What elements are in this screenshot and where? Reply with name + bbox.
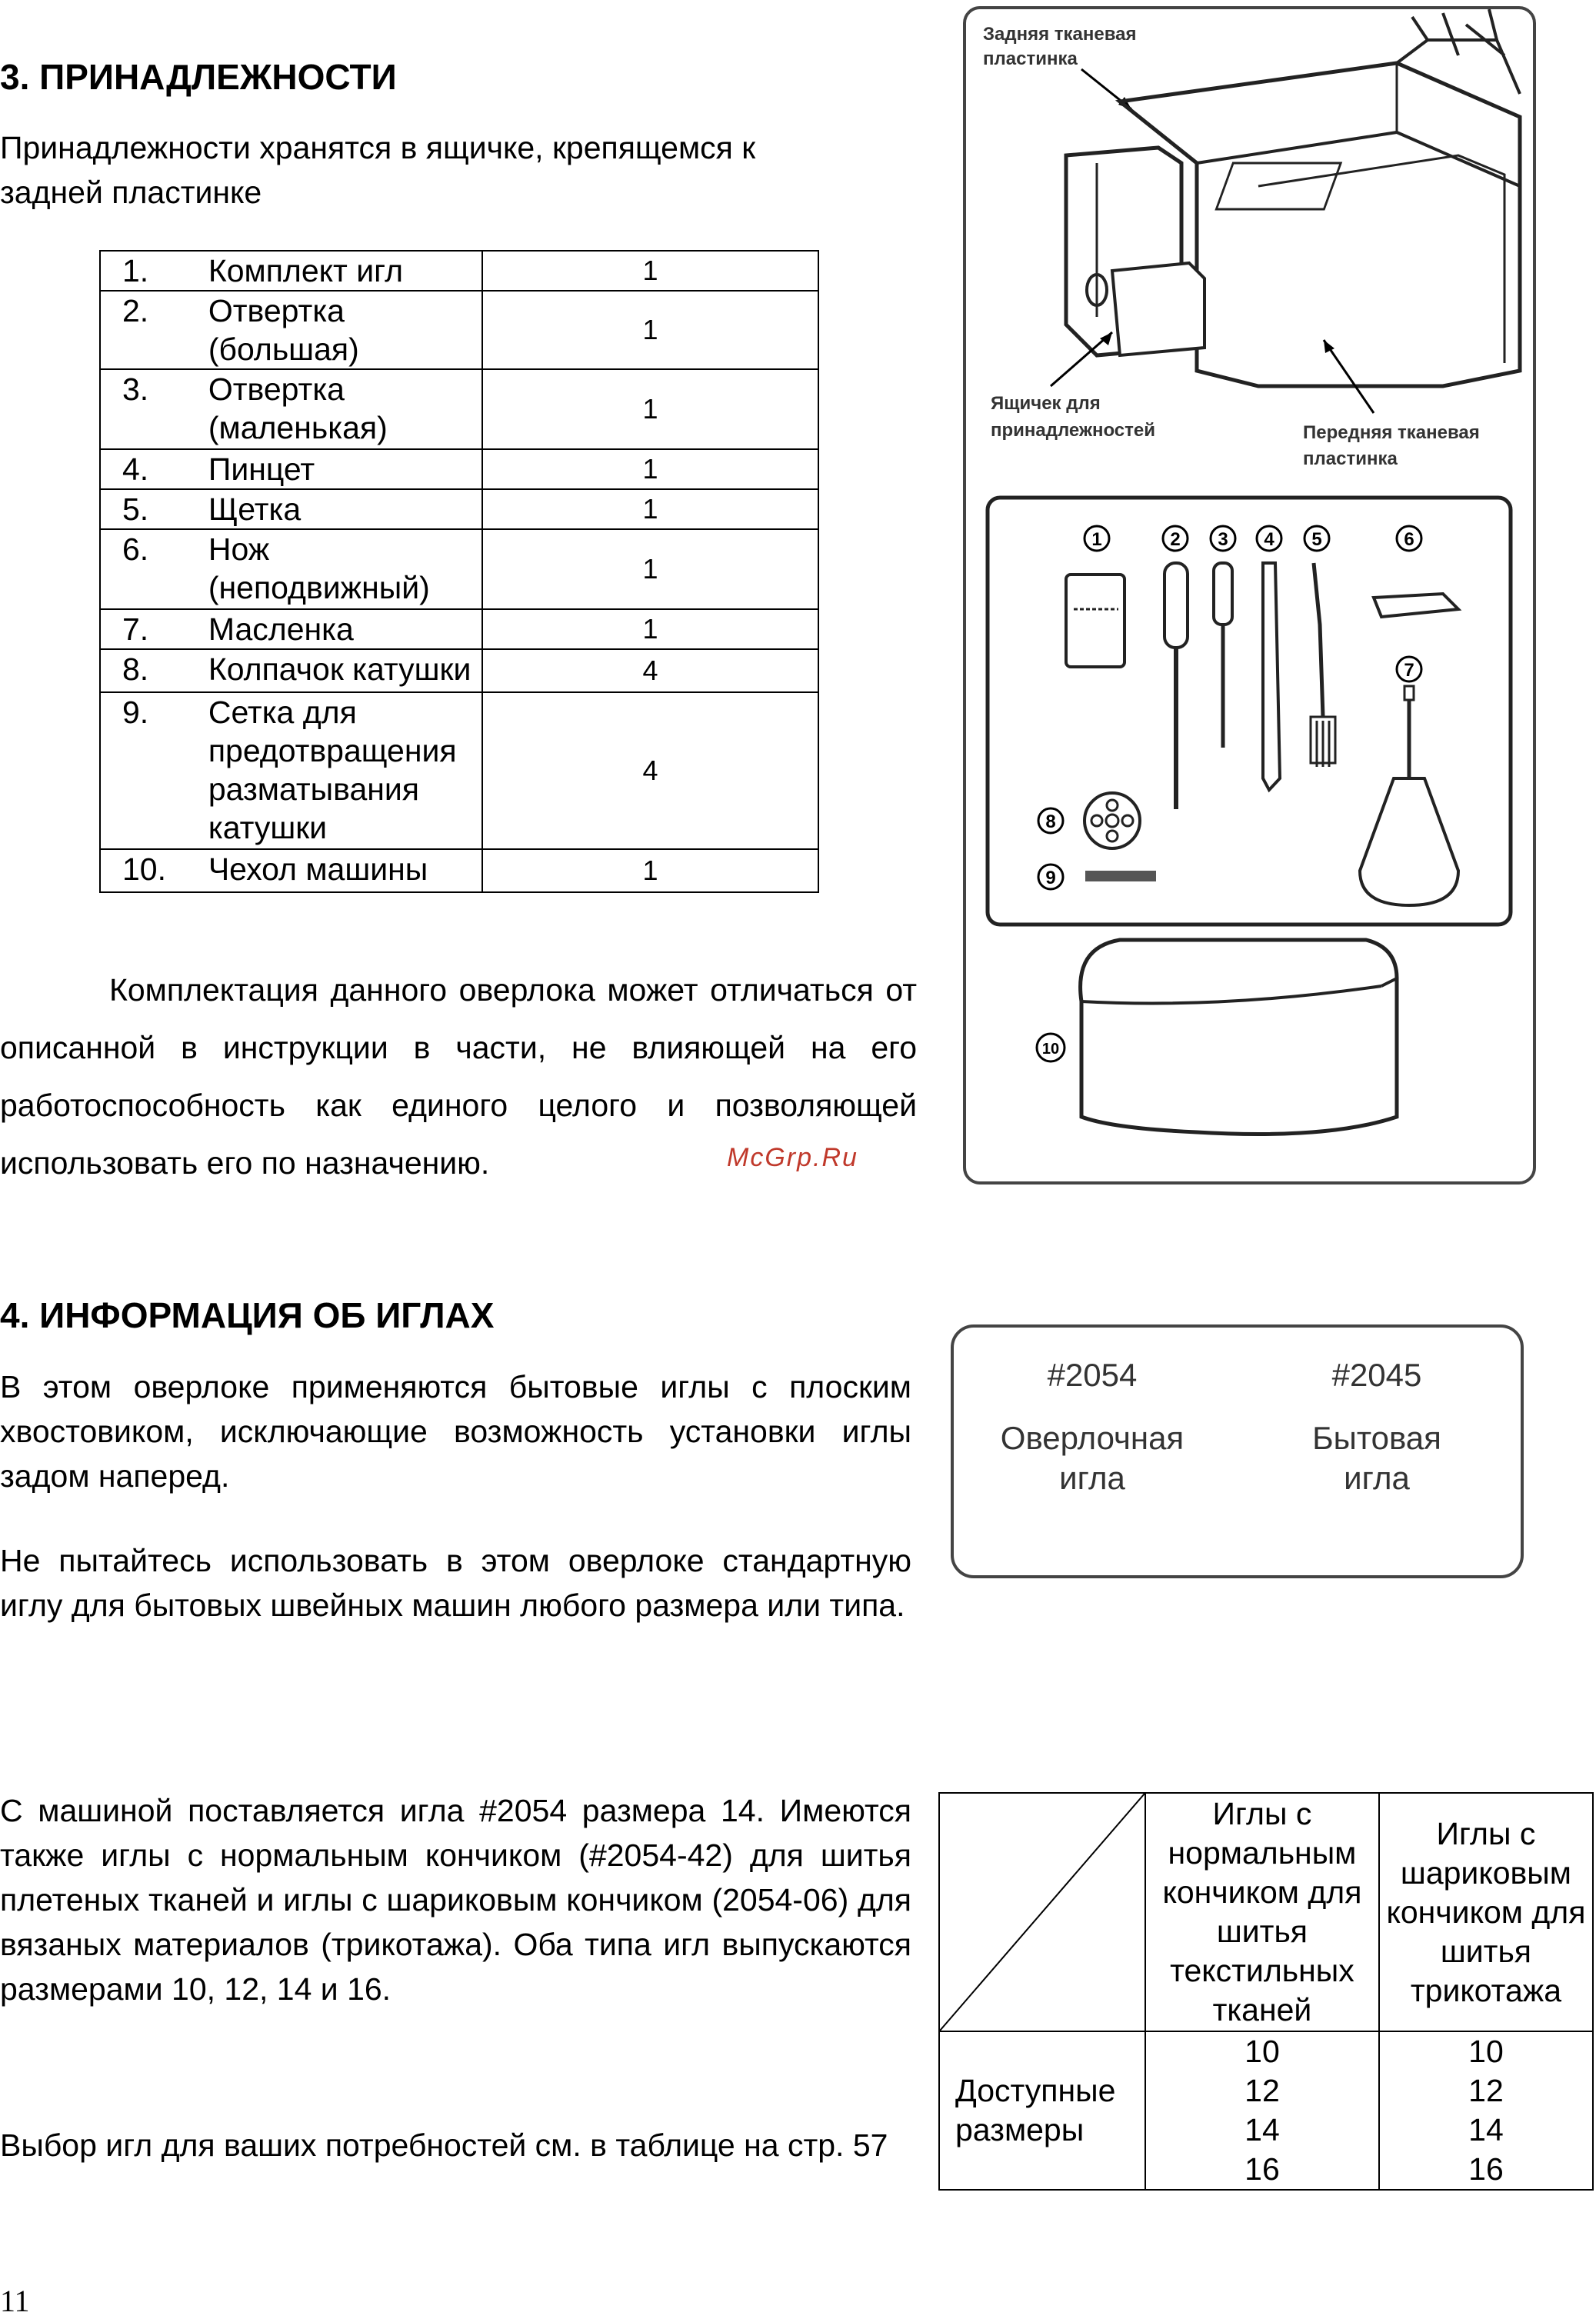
section3-intro: Принадлежности хранятся в ящичке, крепящемся к задней пластинке bbox=[0, 130, 756, 210]
accessory-row bbox=[100, 529, 818, 609]
label-back-plate-2: пластинка bbox=[983, 48, 1078, 69]
num-6: 6 bbox=[1404, 529, 1414, 550]
accessory-num: 8. bbox=[100, 649, 208, 692]
accessory-num: 10. bbox=[100, 849, 208, 892]
accessory-num: 1. bbox=[100, 251, 208, 291]
accessory-qty: 1 bbox=[482, 251, 818, 291]
accessory-row bbox=[100, 649, 818, 692]
label-back-plate-1: Задняя тканевая bbox=[983, 24, 1137, 45]
section4-para4: Выбор игл для ваших потребностей см. в таблице на стр. 57 bbox=[0, 2127, 888, 2163]
num-8: 8 bbox=[1045, 811, 1056, 832]
needle-types-figure bbox=[951, 1324, 1524, 1578]
machine-illustration bbox=[966, 9, 1533, 1181]
num-7: 7 bbox=[1404, 660, 1414, 681]
accessory-name: Отвертка (маленькая) bbox=[208, 369, 482, 449]
section4-para3: С машиной поставляется игла #2054 размера 14. Имеются также иглы с нормальным кончиком (#2054-42) для шитья плетеных тканей и иглы с шариковым кончиком (2054-06) для вязаных материалов (трикотажа). Оба типа игл выпускаются размерами 10, 12, 14 и 16. bbox=[0, 1793, 911, 2007]
section4-para1: В этом оверлоке применяются бытовые иглы с плоским хвостовиком, исключающие возможность установки иглы задом наперед. bbox=[0, 1369, 911, 1494]
accessory-row bbox=[100, 609, 818, 649]
num-3: 3 bbox=[1218, 529, 1228, 550]
accessory-row bbox=[100, 291, 818, 369]
accessory-name: Чехол машины bbox=[208, 849, 482, 892]
diagonal-line bbox=[940, 1794, 1145, 2031]
accessory-qty: 1 bbox=[482, 449, 818, 489]
needle-left-name: Оверлочная игла bbox=[1000, 1420, 1185, 1496]
accessory-qty: 4 bbox=[482, 692, 818, 849]
num-9: 9 bbox=[1045, 868, 1056, 888]
accessory-row bbox=[100, 489, 818, 529]
accessories-figure bbox=[963, 6, 1536, 1184]
col2-header: Иглы с шариковым кончиком для шитья трикотажа bbox=[1379, 1793, 1593, 2031]
section3-note: Комплектация данного оверлока может отличаться от описанной в инструкции в части, не влияющей на его работоспособность как единого целого и позволяющей использовать его по назначению. bbox=[0, 972, 917, 1181]
accessory-name: Щетка bbox=[208, 489, 482, 529]
row-label: Доступные размеры bbox=[939, 2031, 1145, 2190]
section4-heading: 4. ИНФОРМАЦИЯ ОБ ИГЛАХ bbox=[0, 1295, 495, 1335]
accessory-qty: 1 bbox=[482, 849, 818, 892]
accessory-name: Масленка bbox=[208, 609, 482, 649]
needle-right-code: #2045 bbox=[1331, 1357, 1422, 1393]
accessory-name: Пинцет bbox=[208, 449, 482, 489]
needle-sizes-table bbox=[938, 1792, 1594, 2191]
num-2: 2 bbox=[1170, 529, 1181, 550]
diagonal-cell bbox=[939, 1793, 1145, 2031]
accessory-name: Комплект игл bbox=[208, 251, 482, 291]
section3-heading: 3. ПРИНАДЛЕЖНОСТИ bbox=[0, 57, 397, 97]
accessory-name: Отвертка (большая) bbox=[208, 291, 482, 369]
label-box-1: Ящичек для bbox=[991, 393, 1101, 414]
accessory-num: 5. bbox=[100, 489, 208, 529]
accessory-num: 3. bbox=[100, 369, 208, 449]
accessory-num: 6. bbox=[100, 529, 208, 609]
accessory-qty: 1 bbox=[482, 609, 818, 649]
needle-right-name: Бытовая игла bbox=[1312, 1420, 1441, 1496]
accessory-row bbox=[100, 369, 818, 449]
accessory-name: Нож (неподвижный) bbox=[208, 529, 482, 609]
accessory-num: 7. bbox=[100, 609, 208, 649]
num-4: 4 bbox=[1264, 529, 1274, 550]
accessory-qty: 1 bbox=[482, 489, 818, 529]
accessory-num: 4. bbox=[100, 449, 208, 489]
label-front-plate-1: Передняя тканевая bbox=[1303, 422, 1480, 443]
col1-sizes: 10 12 14 16 bbox=[1145, 2031, 1379, 2190]
accessory-row bbox=[100, 251, 818, 291]
accessory-row bbox=[100, 692, 818, 849]
accessory-qty: 1 bbox=[482, 529, 818, 609]
label-front-plate-2: пластинка bbox=[1303, 448, 1398, 469]
num-1: 1 bbox=[1091, 529, 1102, 550]
label-box-2: принадлежностей bbox=[991, 420, 1156, 441]
needle-left-code: #2054 bbox=[1047, 1357, 1138, 1393]
accessory-row bbox=[100, 849, 818, 892]
accessory-qty: 4 bbox=[482, 649, 818, 692]
accessory-qty: 1 bbox=[482, 291, 818, 369]
accessory-name: Сетка для предотвращения разматывания катушки bbox=[208, 692, 482, 849]
accessory-num: 9. bbox=[100, 692, 208, 849]
num-10: 10 bbox=[1041, 1041, 1060, 1058]
page-number: 11 bbox=[0, 2284, 30, 2318]
accessory-num: 2. bbox=[100, 291, 208, 369]
num-5: 5 bbox=[1311, 529, 1322, 550]
accessories-table bbox=[99, 250, 819, 893]
accessory-name: Колпачок катушки bbox=[208, 649, 482, 692]
col2-sizes: 10 12 14 16 bbox=[1379, 2031, 1593, 2190]
col1-header: Иглы с нормальным кончиком для шитья текстильных тканей bbox=[1145, 1793, 1379, 2031]
watermark: McGrp.Ru bbox=[727, 1143, 858, 1172]
accessory-qty: 1 bbox=[482, 369, 818, 449]
accessory-row bbox=[100, 449, 818, 489]
section4-para2: Не пытайтесь использовать в этом оверлоке стандартную иглу для бытовых швейных машин любого размера или типа. bbox=[0, 1543, 911, 1623]
